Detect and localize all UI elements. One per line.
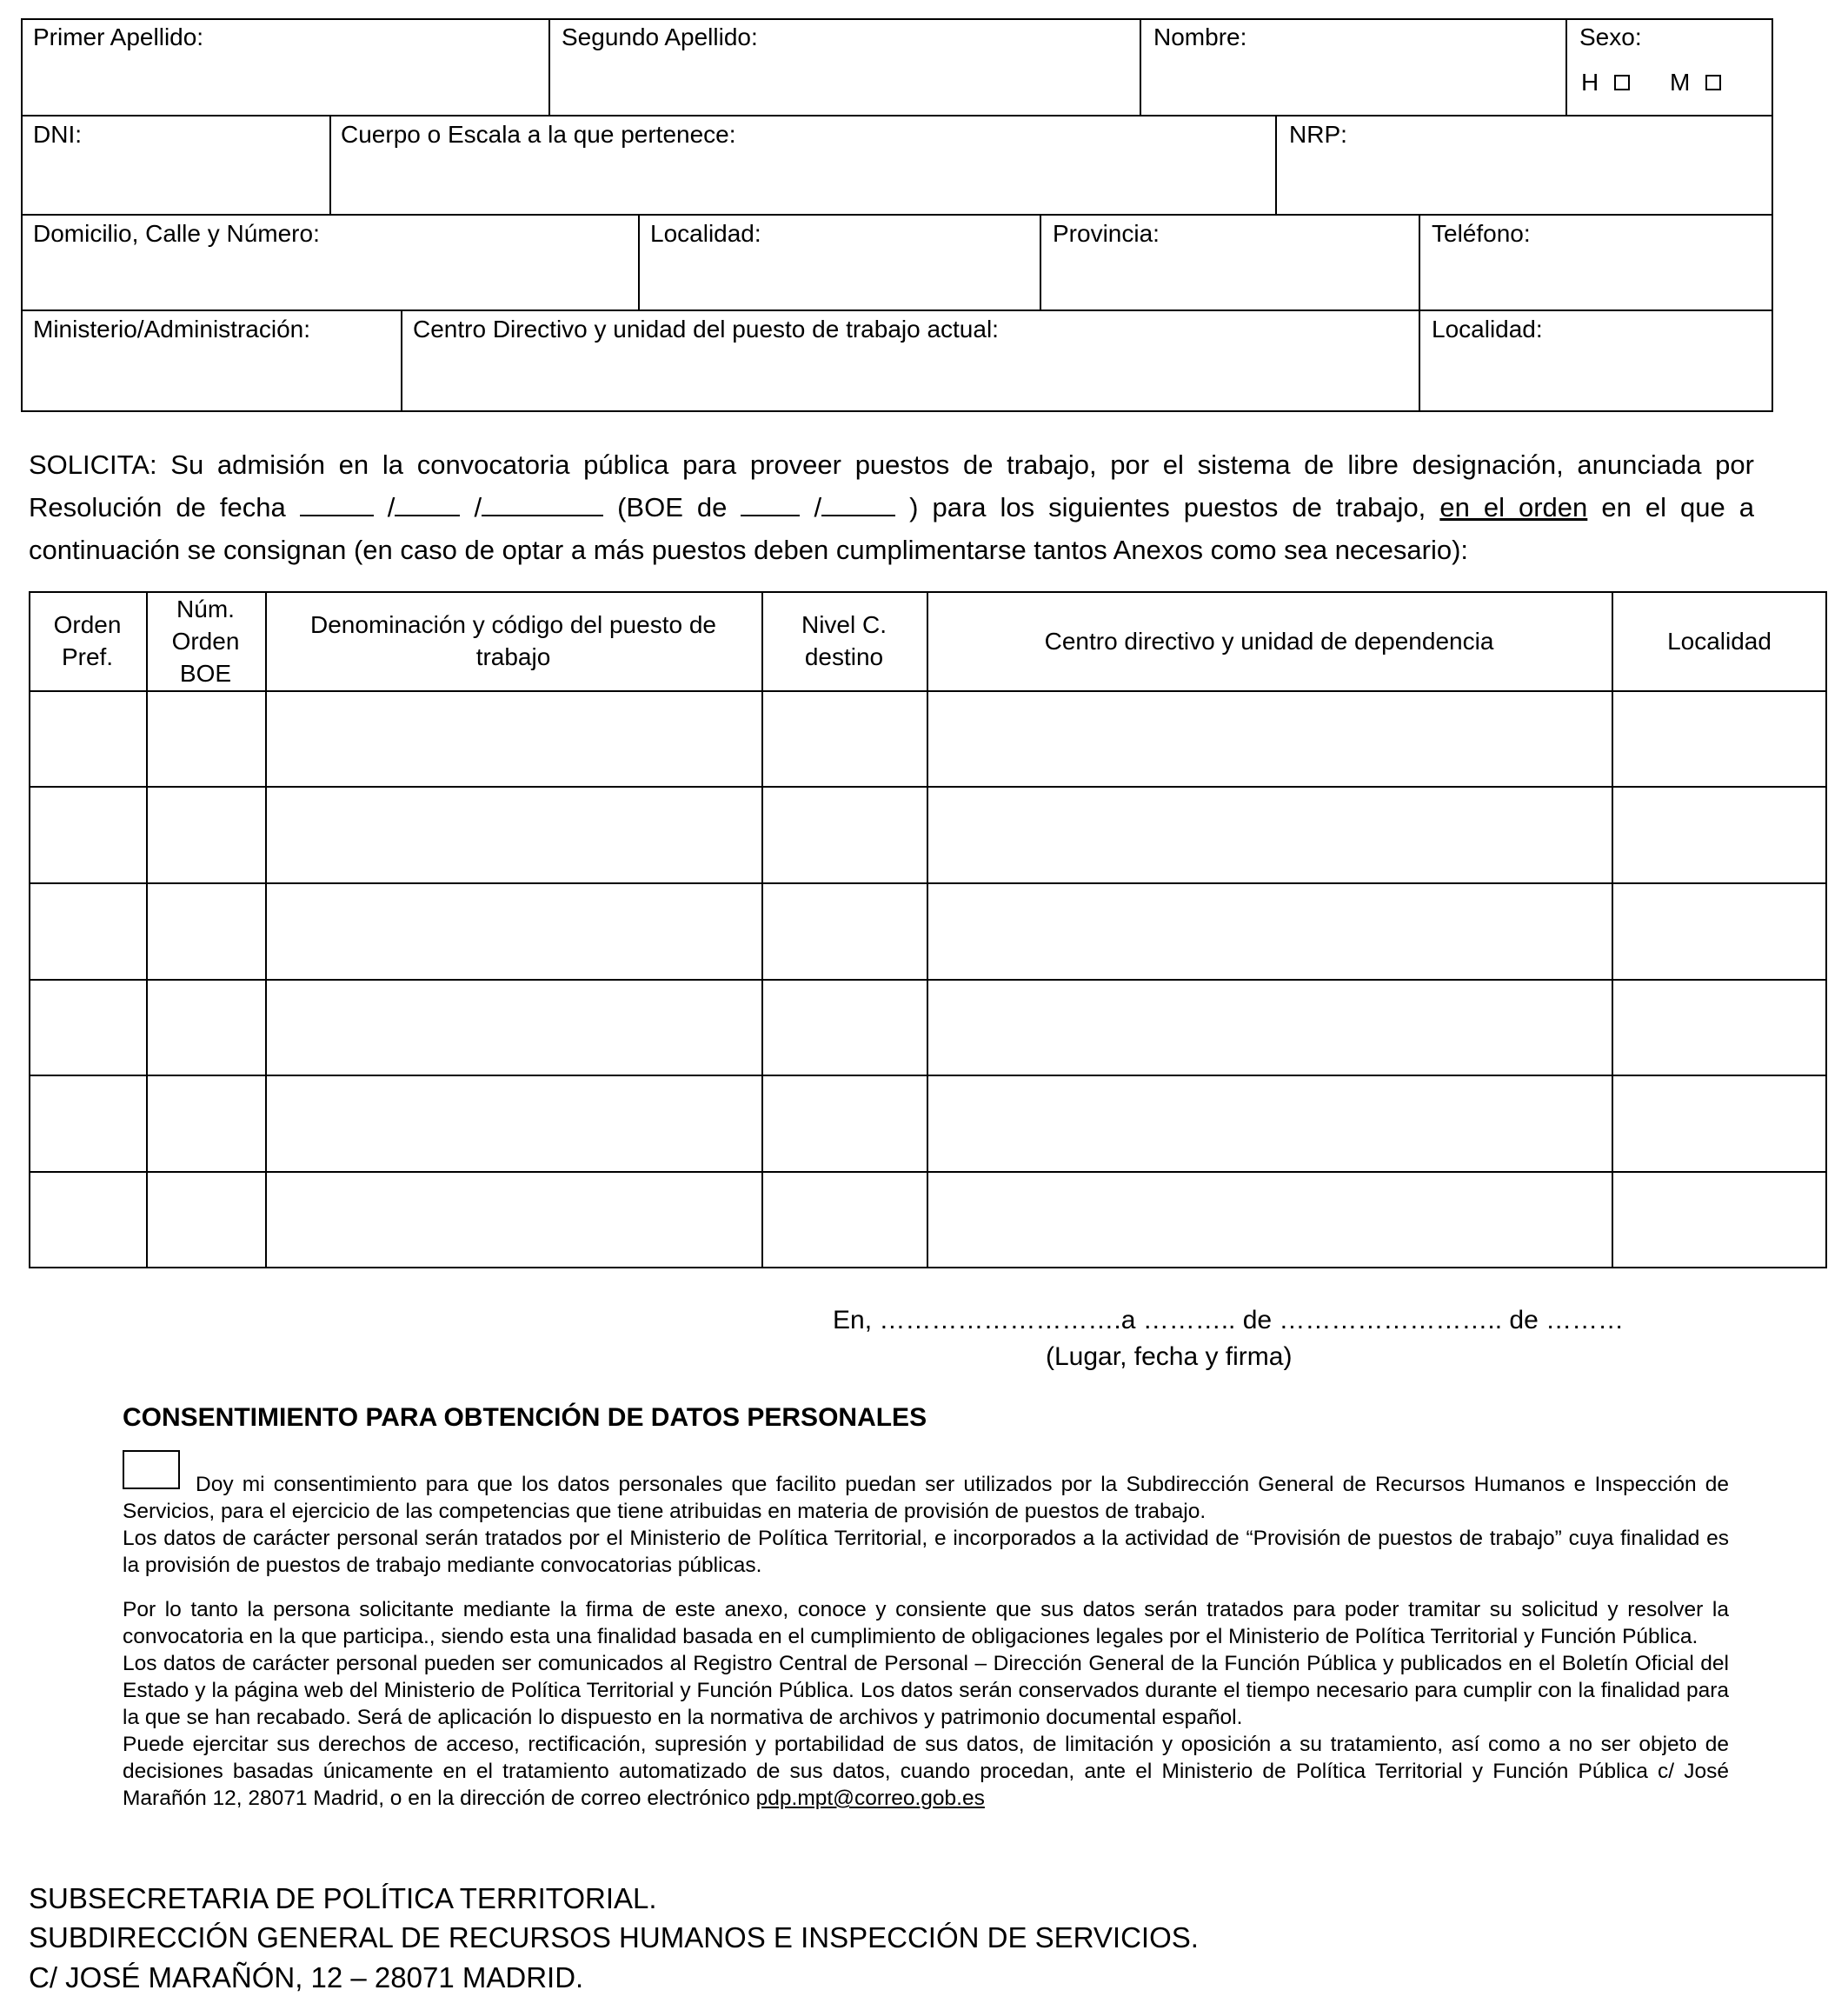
segundo-apellido-field[interactable]: Segundo Apellido: [562, 23, 758, 50]
form-row-divider [21, 309, 1773, 311]
checkbox-m-icon[interactable] [1705, 75, 1721, 90]
solicita-text: en el que a continuación se consignan (en caso de optar a más puestos deben cumplimentarse tantos Anexos como sea necesario): [29, 492, 1754, 565]
sexo-m-option[interactable] [1670, 68, 1721, 97]
primer-apellido-field[interactable]: Primer Apellido: [33, 23, 204, 50]
solicita-text: ) para los siguientes puestos de trabajo, [909, 492, 1426, 522]
consent-text-block [123, 1471, 1729, 1812]
slash: / [474, 492, 482, 522]
fecha-dia-blank[interactable] [300, 492, 374, 516]
centro-directivo-field[interactable]: Centro Directivo y unidad del puesto de trabajo actual: [413, 316, 999, 343]
table-cell[interactable] [761, 979, 927, 1075]
table-cell[interactable] [265, 690, 761, 786]
footer-line-1: SUBSECRETARIA DE POLÍTICA TERRITORIAL. [29, 1882, 657, 1914]
table-cell[interactable] [146, 1075, 265, 1171]
table-header-cell: Núm. Orden BOE [171, 595, 240, 687]
table-cell[interactable] [29, 1075, 146, 1171]
consent-rights-text: Puede ejercitar sus derechos de acceso, rectificación, supresión y portabilidad de sus datos, de limitación y oposición a su tratamiento, así como a no ser objeto de decisiones basadas únicamente en el tratamiento automatizado de sus datos, cuando procedan, ante el Ministerio de Política Territorial y Función Pública c/ José Marañón 12, 28071 Madrid, o en la dirección de correo electrónico [123, 1733, 1729, 1810]
signature-line[interactable]: En, ……………………….a ……….. de …………………….. de ……… [833, 1306, 1625, 1334]
sexo-label: Sexo: [1579, 23, 1642, 50]
table-header-cell: Nivel C. destino [801, 611, 887, 670]
table-cell[interactable] [1612, 786, 1827, 882]
table-cell[interactable] [146, 786, 265, 882]
sexo-h-option[interactable] [1581, 68, 1630, 97]
table-cell[interactable] [1612, 882, 1827, 979]
table-cell[interactable] [146, 979, 265, 1075]
consent-paragraph: Doy mi consentimiento para que los datos personales que facilito puedan ser utilizados por la Subdirección General de Recursos Humanos e Inspección de Servicios, para el ejercicio de las competencias que tiene atribuidas en materia de provisión de puestos de trabajo. [123, 1473, 1729, 1523]
table-cell[interactable] [146, 690, 265, 786]
table-cell[interactable] [29, 690, 146, 786]
en-el-orden-underlined: en el orden [1439, 492, 1588, 522]
table-cell[interactable] [29, 786, 146, 882]
table-cell[interactable] [146, 1171, 265, 1268]
telefono-field[interactable]: Teléfono: [1432, 220, 1531, 247]
table-cell[interactable] [1612, 979, 1827, 1075]
table-cell[interactable] [761, 690, 927, 786]
table-cell[interactable] [146, 882, 265, 979]
table-header-cell: Orden Pref. [53, 611, 122, 670]
table-header-cell: Denominación y código del puesto de trabajo [310, 611, 716, 670]
table-cell[interactable] [265, 882, 761, 979]
table-cell[interactable] [927, 979, 1612, 1075]
form-col-divider [1040, 214, 1041, 310]
table-cell[interactable] [1612, 1171, 1827, 1268]
slash: / [814, 492, 822, 522]
footer-line-2: SUBDIRECCIÓN GENERAL DE RECURSOS HUMANOS E INSPECCIÓN DE SERVICIOS. [29, 1921, 1199, 1953]
ministerio-field[interactable]: Ministerio/Administración: [33, 316, 310, 343]
form-row-divider [21, 214, 1773, 216]
nombre-field[interactable]: Nombre: [1153, 23, 1247, 50]
table-header-cell: Centro directivo y unidad de dependencia [1044, 627, 1494, 655]
provincia-field[interactable]: Provincia: [1053, 220, 1160, 247]
footer-line-3: C/ JOSÉ MARAÑÓN, 12 – 28071 MADRID. [29, 1961, 584, 1993]
domicilio-field[interactable]: Domicilio, Calle y Número: [33, 220, 320, 247]
boe-mes-blank[interactable] [821, 492, 895, 516]
fecha-mes-blank[interactable] [395, 492, 460, 516]
cuerpo-escala-field[interactable]: Cuerpo o Escala a la que pertenece: [341, 121, 736, 148]
localidad-actual-field[interactable]: Localidad: [1432, 316, 1543, 343]
table-cell[interactable] [761, 1171, 927, 1268]
consent-title: CONSENTIMIENTO PARA OBTENCIÓN DE DATOS PERSONALES [123, 1403, 927, 1432]
form-col-divider [638, 214, 640, 310]
table-cell[interactable] [29, 1171, 146, 1268]
table-cell[interactable] [1612, 1075, 1827, 1171]
checkbox-h-icon[interactable] [1614, 75, 1630, 90]
table-cell[interactable] [265, 786, 761, 882]
table-cell[interactable] [927, 786, 1612, 882]
consent-paragraph: Los datos de carácter personal pueden ser comunicados al Registro Central de Personal – Dirección General de la Función Pública y publicados en el Boletín Oficial del Estado y la página web del Ministerio de Política Territorial y Función Pública. Los datos serán conservados durante el tiempo necesario para cumplir con la finalidad para la que se han recabado. Será de aplicación lo dispuesto en la normativa de archivos y patrimonio documental español. [123, 1652, 1729, 1729]
boe-de-text: (BOE de [617, 492, 728, 522]
consent-paragraph: Los datos de carácter personal serán tratados por el Ministerio de Política Territorial, e incorporados a la actividad de “Provisión de puestos de trabajo” cuya finalidad es la provisión de puestos de trabajo mediante convocatorias públicas. [123, 1527, 1729, 1577]
table-cell[interactable] [927, 1075, 1612, 1171]
form-col-divider [1419, 309, 1420, 412]
table-cell[interactable] [265, 1075, 761, 1171]
nrp-field[interactable]: NRP: [1289, 121, 1347, 148]
table-cell[interactable] [265, 979, 761, 1075]
consent-paragraph [123, 1731, 1729, 1812]
table-cell[interactable] [927, 1171, 1612, 1268]
table-cell[interactable] [927, 882, 1612, 979]
slash: / [387, 492, 396, 522]
table-cell[interactable] [265, 1171, 761, 1268]
form-col-divider [329, 115, 331, 215]
table-cell[interactable] [761, 786, 927, 882]
table-cell[interactable] [29, 979, 146, 1075]
localidad-field[interactable]: Localidad: [650, 220, 761, 247]
form-row-divider [21, 115, 1773, 116]
fecha-anio-blank[interactable] [482, 492, 603, 516]
sexo-h-label: H [1581, 69, 1599, 96]
form-col-divider [1419, 214, 1420, 310]
form-col-divider [1275, 115, 1277, 215]
table-header-cell: Localidad [1667, 627, 1772, 655]
table-cell[interactable] [29, 882, 146, 979]
table-cell[interactable] [927, 690, 1612, 786]
table-cell[interactable] [1612, 690, 1827, 786]
signature-caption: (Lugar, fecha y firma) [1046, 1342, 1293, 1371]
solicita-text: SOLICITA: Su admisión en la convocatoria pública para proveer puestos de trabajo, por el sistema de libre designación, anunciada por Resolución de fecha [29, 449, 1754, 522]
form-col-divider [401, 309, 402, 412]
boe-dia-blank[interactable] [741, 492, 800, 516]
form-col-divider [548, 18, 550, 116]
consent-paragraph: Por lo tanto la persona solicitante mediante la firma de este anexo, conoce y consiente que sus datos serán tratados para poder tramitar su solicitud y resolver la convocatoria en la que participa., siendo esta una finalidad basada en el cumplimiento de obligaciones legales por el Ministerio de Política Territorial y Función Pública. [123, 1598, 1729, 1648]
email-link[interactable]: pdp.mpt@correo.gob.es [755, 1787, 985, 1810]
form-col-divider [1140, 18, 1141, 116]
dni-field[interactable]: DNI: [33, 121, 82, 148]
table-cell[interactable] [761, 882, 927, 979]
form-col-divider [1565, 18, 1567, 116]
table-cell[interactable] [761, 1075, 927, 1171]
sexo-m-label: M [1670, 69, 1691, 96]
solicita-paragraph [29, 443, 1754, 571]
